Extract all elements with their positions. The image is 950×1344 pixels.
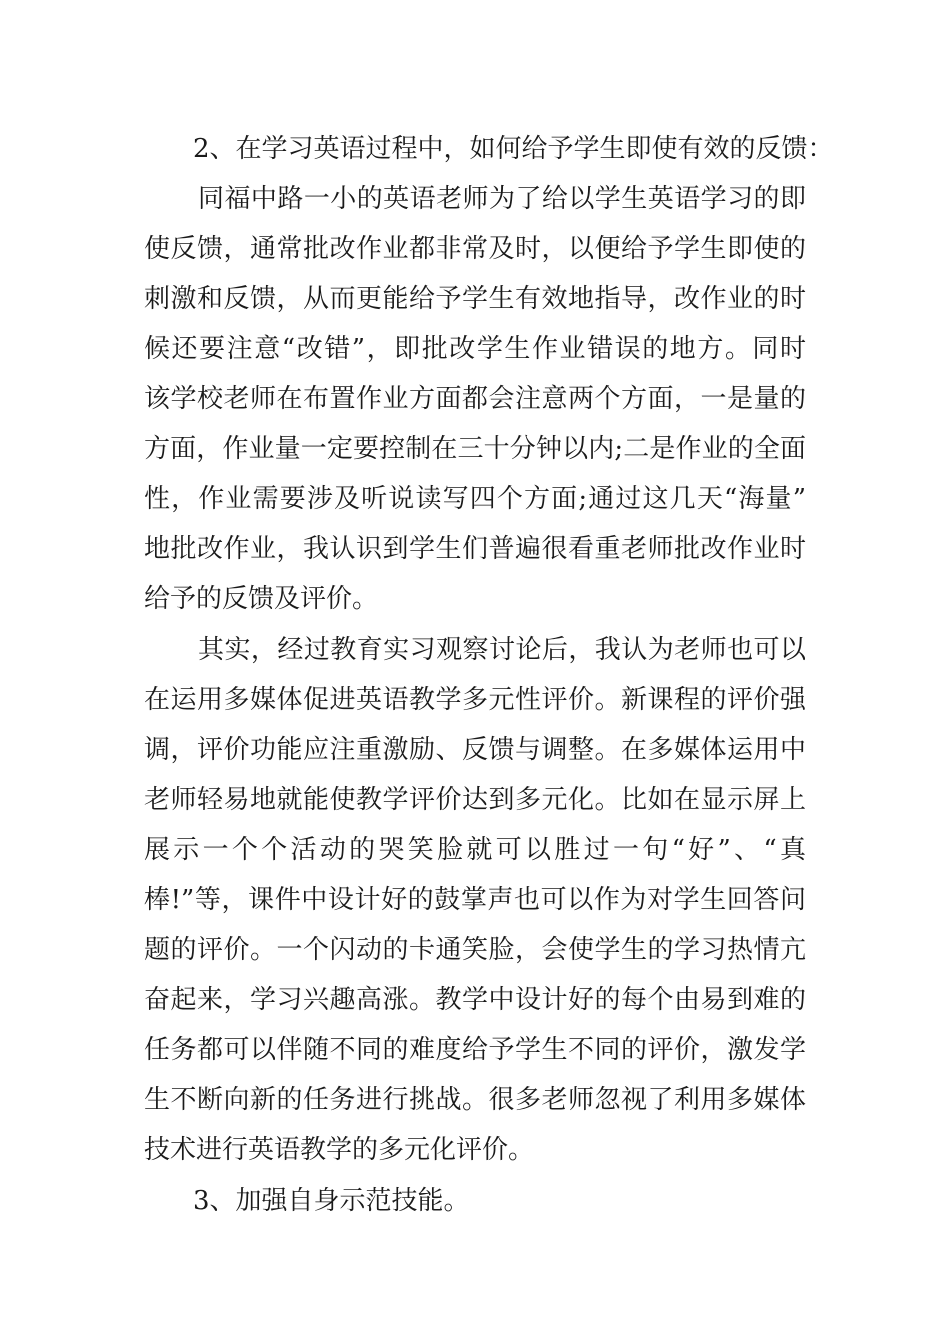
paragraph-line: 该学校老师在布置作业方面都会注意两个方面，一是量的 (144, 384, 806, 414)
paragraph-line: 奋起来，学习兴趣高涨。教学中设计好的每个由易到难的 (144, 985, 806, 1015)
paragraph-line: 生不断向新的任务进行挑战。很多老师忽视了利用多媒体 (144, 1085, 806, 1115)
paragraph-line: 候还要注意“改错”，即批改学生作业错误的地方。同时 (144, 334, 806, 364)
heading-item-3: 3、加强自身示范技能。 (193, 1186, 470, 1216)
paragraph-line: 刺激和反馈，从而更能给予学生有效地指导，改作业的时 (144, 284, 806, 314)
paragraph-line: 在运用多媒体促进英语教学多元性评价。新课程的评价强 (144, 685, 806, 715)
paragraph-line: 棒!”等，课件中设计好的鼓掌声也可以作为对学生回答问 (144, 885, 806, 915)
paragraph-line: 其实，经过教育实习观察讨论后，我认为老师也可以 (198, 635, 806, 665)
paragraph-line: 技术进行英语教学的多元化评价。 (144, 1135, 535, 1165)
paragraph-line: 同福中路一小的英语老师为了给以学生英语学习的即 (198, 184, 806, 214)
paragraph-line: 方面，作业量一定要控制在三十分钟以内;二是作业的全面 (144, 434, 806, 464)
paragraph-line: 任务都可以伴随不同的难度给予学生不同的评价，激发学 (144, 1035, 806, 1065)
paragraph-line: 使反馈，通常批改作业都非常及时，以便给予学生即使的 (144, 234, 806, 264)
paragraph-line: 题的评价。一个闪动的卡通笑脸，会使学生的学习热情亢 (144, 935, 806, 965)
paragraph-line: 地批改作业，我认识到学生们普遍很看重老师批改作业时 (144, 534, 806, 564)
heading-item-2: 2、在学习英语过程中，如何给予学生即使有效的反馈： (193, 134, 834, 164)
paragraph-line: 性，作业需要涉及听说读写四个方面;通过这几天“海量” (144, 484, 806, 514)
paragraph-line: 展示一个个活动的哭笑脸就可以胜过一句“好”、“真 (144, 835, 806, 865)
paragraph-line: 调，评价功能应注重激励、反馈与调整。在多媒体运用中 (144, 735, 806, 765)
paragraph-line: 老师轻易地就能使教学评价达到多元化。比如在显示屏上 (144, 785, 806, 815)
paragraph-line: 给予的反馈及评价。 (144, 584, 379, 614)
